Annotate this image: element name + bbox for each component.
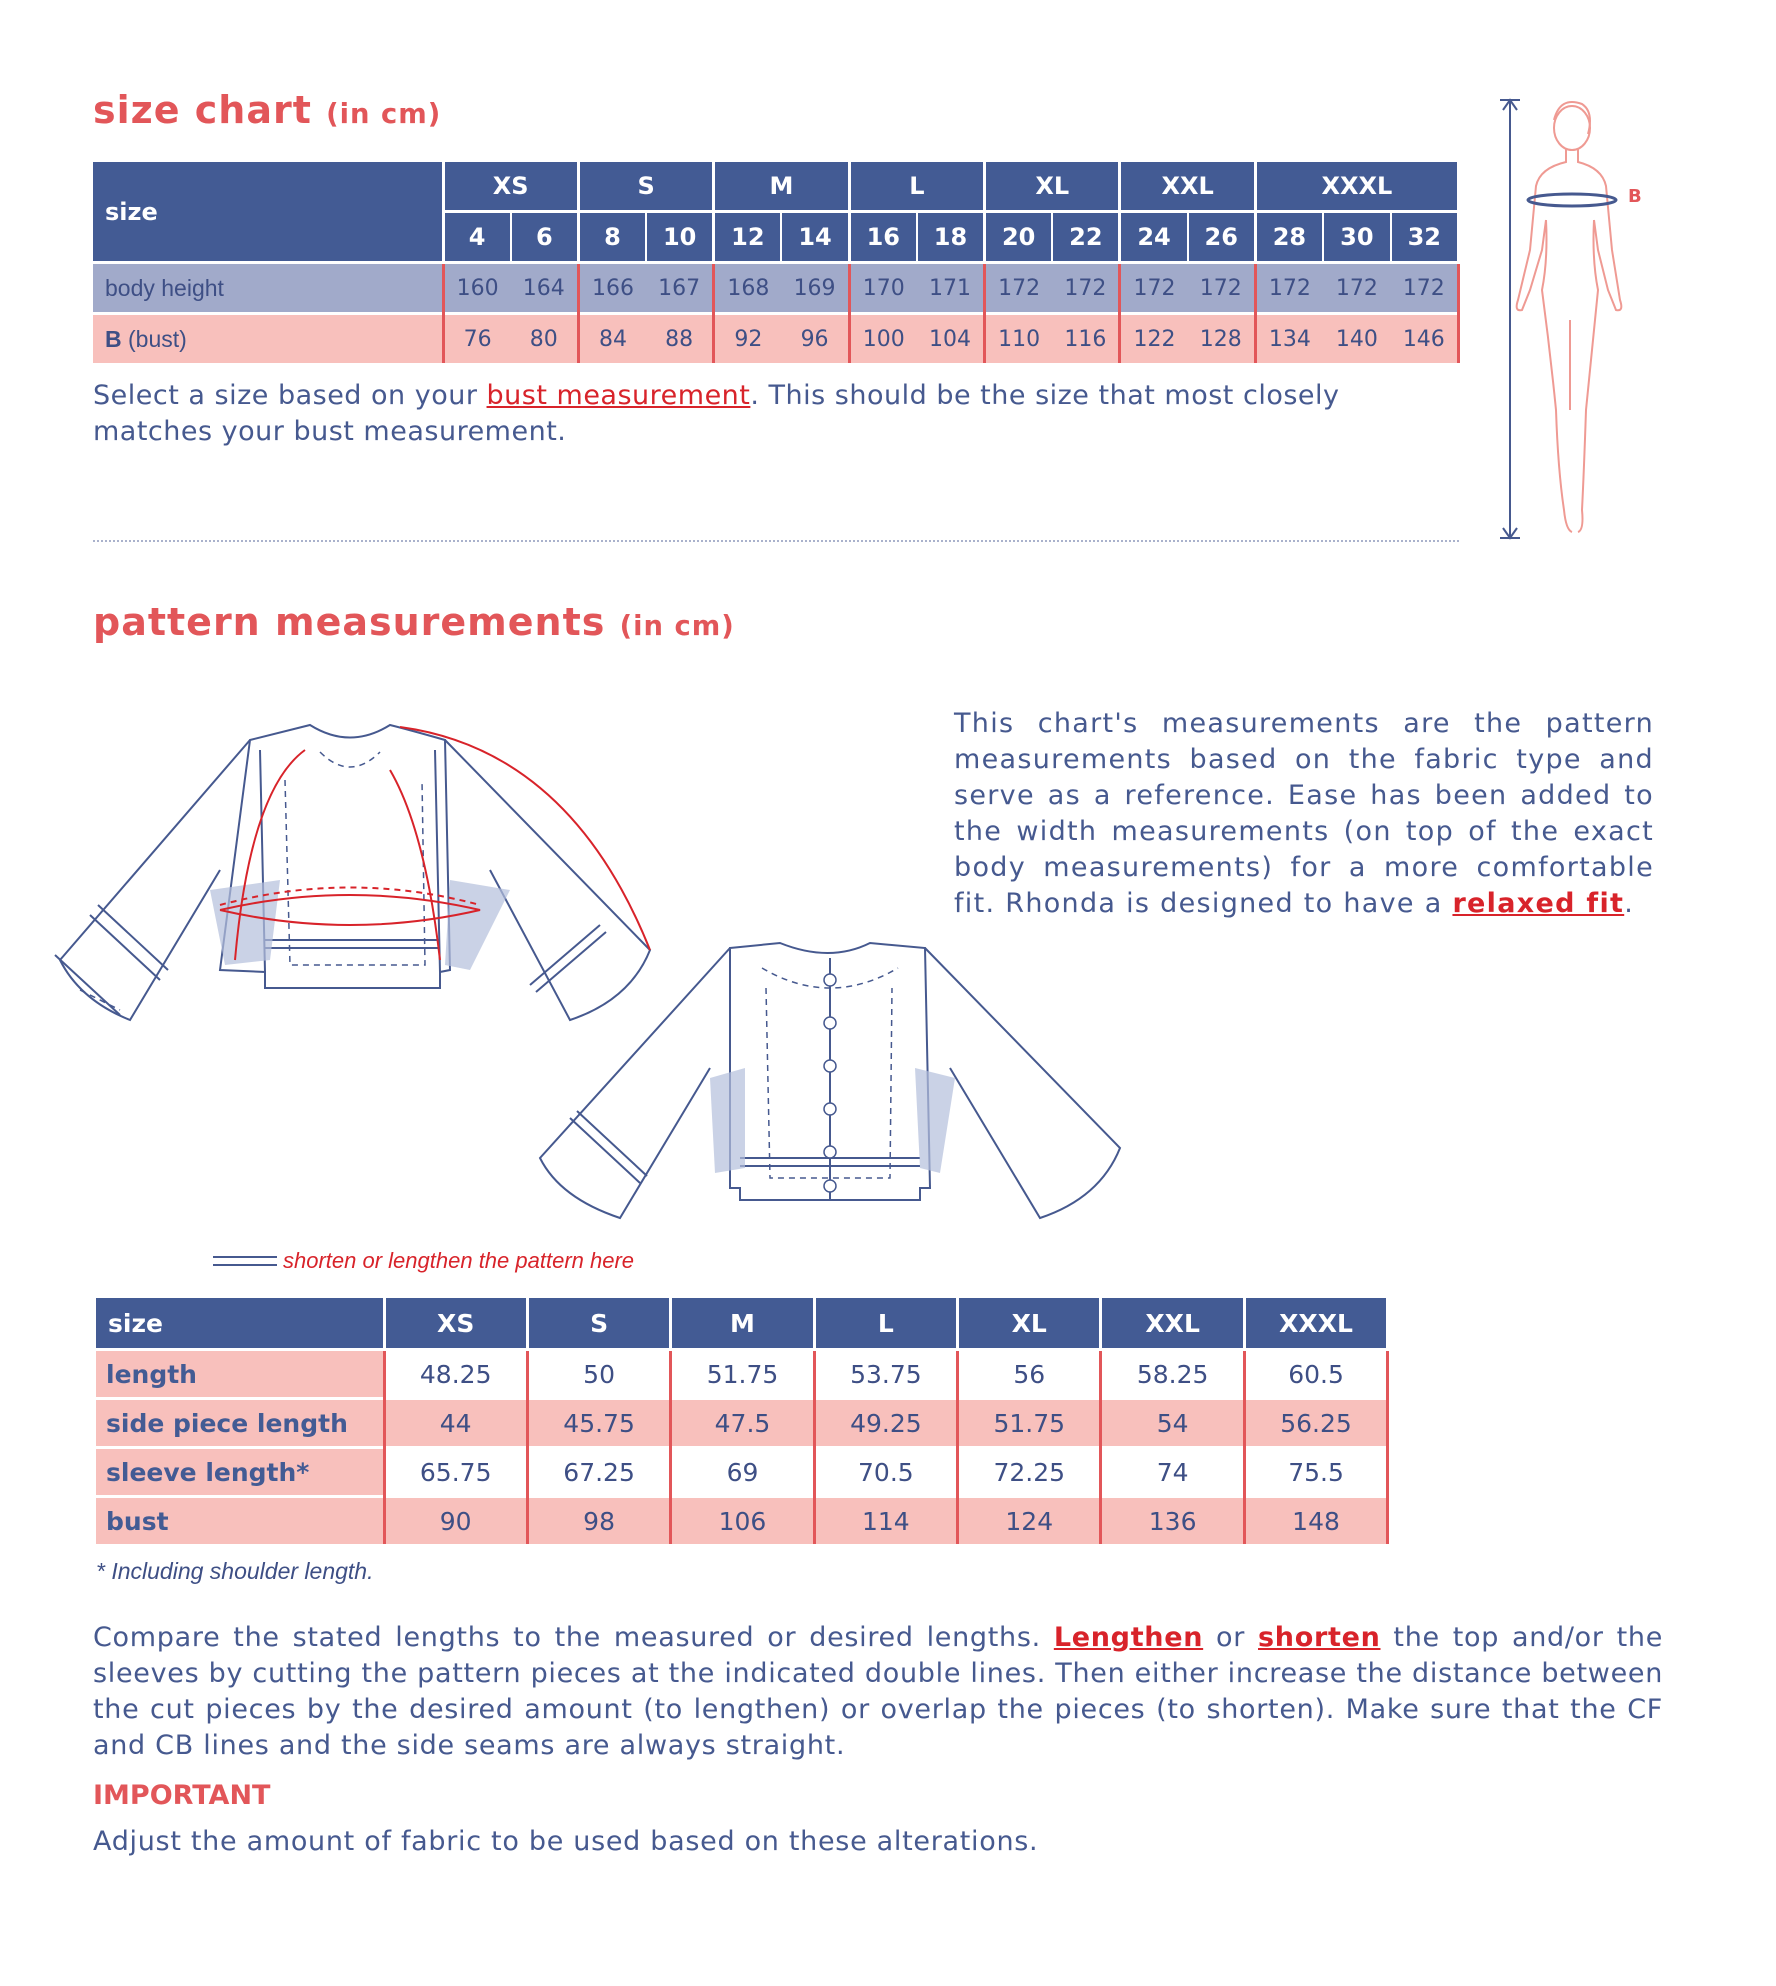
compare-text-2: or: [1203, 1622, 1258, 1653]
measurements-header-row: [96, 1298, 1388, 1350]
measurement-value: 72.25: [958, 1448, 1101, 1497]
size-number: 32: [1391, 212, 1459, 263]
size-number: 26: [1188, 212, 1256, 263]
bust-label-b: B: [105, 325, 122, 352]
measurement-value: 51.75: [671, 1350, 814, 1399]
pattern-description: [954, 706, 1654, 922]
bust-value: 134: [1255, 314, 1323, 364]
pattern-measurements-table: [96, 1298, 1389, 1544]
size-group-header-row: [93, 162, 1458, 212]
body-height-value: 167: [646, 263, 714, 314]
back-right-sleeve: [925, 948, 1120, 1218]
body-height-value: 170: [849, 263, 917, 314]
measurements-row: [96, 1448, 1388, 1497]
front-left-sleeve: [60, 740, 250, 1020]
measurement-value: 74: [1101, 1448, 1244, 1497]
measurements-size-xs: XS: [384, 1298, 527, 1350]
pattern-description-before: This chart's measurements are the pattern measurements based on the fabric type and serve as a reference. Ease has been added to the width measurements (on top of the exact body measurements) for a more comfortable fit. Rhonda is designed to have a: [954, 708, 1654, 919]
size-number: 6: [511, 212, 579, 263]
pattern-description-after: .: [1624, 888, 1635, 919]
bust-value: 96: [781, 314, 849, 364]
body-height-value: 172: [1391, 263, 1459, 314]
size-chart-table: [93, 162, 1460, 363]
body-height-value: 172: [1188, 263, 1256, 314]
measurement-value: 56: [958, 1350, 1101, 1399]
size-advice-text: [93, 378, 1463, 450]
measurement-value: 47.5: [671, 1399, 814, 1448]
bust-value: 146: [1391, 314, 1459, 364]
size-number: 12: [714, 212, 782, 263]
size-group-xs: XS: [443, 162, 578, 212]
size-number: 22: [1052, 212, 1120, 263]
bust-value: 76: [443, 314, 511, 364]
footnote: * Including shoulder length.: [96, 1558, 374, 1584]
size-group-s: S: [578, 162, 713, 212]
measurement-value: 90: [384, 1497, 527, 1545]
compare-instructions: [93, 1620, 1663, 1764]
relaxed-fit-link[interactable]: relaxed fit: [1452, 888, 1625, 919]
size-group-xxl: XXL: [1120, 162, 1255, 212]
measurement-value: 45.75: [527, 1399, 670, 1448]
measurement-value: 60.5: [1244, 1350, 1387, 1399]
measurement-value: 56.25: [1244, 1399, 1387, 1448]
body-height-value: 172: [1255, 263, 1323, 314]
size-advice-before: Select a size based on your: [93, 380, 487, 411]
measurement-label: length: [96, 1350, 384, 1399]
measurement-value: 44: [384, 1399, 527, 1448]
shorten-lengthen-legend: shorten or lengthen the pattern here: [283, 1248, 635, 1273]
size-group-xxxl: XXXL: [1255, 162, 1458, 212]
measurement-label: side piece length: [96, 1399, 384, 1448]
bust-label: [93, 314, 443, 364]
measurement-value: 65.75: [384, 1448, 527, 1497]
measurement-value: 53.75: [814, 1350, 957, 1399]
bust-value: 122: [1120, 314, 1188, 364]
measurement-value: 49.25: [814, 1399, 957, 1448]
woman-figure-icon: [1517, 102, 1622, 532]
measurements-row: [96, 1399, 1388, 1448]
measurement-value: 50: [527, 1350, 670, 1399]
body-height-value: 166: [578, 263, 646, 314]
body-height-value: 168: [714, 263, 782, 314]
measurement-value: 148: [1244, 1497, 1387, 1545]
body-height-value: 172: [985, 263, 1053, 314]
measurement-label: bust: [96, 1497, 384, 1545]
size-chart-title: [93, 88, 441, 132]
bust-value: 116: [1052, 314, 1120, 364]
measurements-row: [96, 1497, 1388, 1545]
bust-value: 140: [1323, 314, 1391, 364]
body-height-row: [93, 263, 1458, 314]
bust-value: 84: [578, 314, 646, 364]
size-number: 24: [1120, 212, 1188, 263]
important-heading: IMPORTANT: [93, 1780, 271, 1811]
measurement-value: 75.5: [1244, 1448, 1387, 1497]
size-number: 10: [646, 212, 714, 263]
shorten-link[interactable]: shorten: [1258, 1622, 1381, 1653]
size-number: 4: [443, 212, 511, 263]
size-chart-unit: (in cm): [326, 99, 442, 130]
size-number: 14: [781, 212, 849, 263]
measurement-value: 48.25: [384, 1350, 527, 1399]
measurement-value: 67.25: [527, 1448, 670, 1497]
measurements-row: [96, 1350, 1388, 1399]
bust-value: 92: [714, 314, 782, 364]
measurements-size-m: M: [671, 1298, 814, 1350]
measurement-value: 54: [1101, 1399, 1244, 1448]
bust-value: 100: [849, 314, 917, 364]
height-arrow: [1500, 100, 1520, 538]
size-number: 18: [917, 212, 985, 263]
back-garment-illustration: [530, 928, 1130, 1228]
body-height-value: 172: [1120, 263, 1188, 314]
compare-text-1: Compare the stated lengths to the measured or desired lengths.: [93, 1622, 1054, 1653]
pattern-title: [93, 600, 735, 644]
body-height-value: 160: [443, 263, 511, 314]
bust-figure-label: B: [1628, 186, 1642, 207]
bust-value: 80: [511, 314, 579, 364]
measurement-label: sleeve length*: [96, 1448, 384, 1497]
measurement-value: 98: [527, 1497, 670, 1545]
measurements-size-xxl: XXL: [1101, 1298, 1244, 1350]
bust-value: 104: [917, 314, 985, 364]
size-group-m: M: [714, 162, 849, 212]
size-corner-label: size: [93, 162, 443, 263]
important-text: Adjust the amount of fabric to be used based on these alterations.: [93, 1826, 1039, 1857]
body-height-value: 169: [781, 263, 849, 314]
measurement-value: 69: [671, 1448, 814, 1497]
body-height-value: 172: [1323, 263, 1391, 314]
body-height-value: 164: [511, 263, 579, 314]
measurement-value: 51.75: [958, 1399, 1101, 1448]
bust-value: 88: [646, 314, 714, 364]
measurements-size-xl: XL: [958, 1298, 1101, 1350]
bust-row: [93, 314, 1458, 364]
body-figure-illustration: [1490, 90, 1670, 550]
bust-measure-line: [1528, 194, 1616, 206]
size-group-l: L: [849, 162, 984, 212]
bust-value: 110: [985, 314, 1053, 364]
measurement-value: 136: [1101, 1497, 1244, 1545]
compare-text-3: the top and/or the sleeves by cutting the pattern pieces at the indicated double lines. Then either increase the distance between the cut pieces by the desired amount (to lengthen) or overlap the pieces (to shorten). Make sure that the CF and CB lines and the side seams are always straight.: [93, 1622, 1664, 1761]
measurements-corner-label: size: [96, 1298, 384, 1350]
size-advice-after: . This should be the size that most closely matches your bust measurement.: [93, 380, 1340, 447]
bust-value: 128: [1188, 314, 1256, 364]
body-height-value: 171: [917, 263, 985, 314]
measurements-size-s: S: [527, 1298, 670, 1350]
size-number: 8: [578, 212, 646, 263]
measurement-value: 70.5: [814, 1448, 957, 1497]
shorten-lengthen-legend-icon: [213, 1252, 277, 1270]
size-number: 30: [1323, 212, 1391, 263]
size-chart-title-text: size chart: [93, 88, 312, 132]
measurement-value: 106: [671, 1497, 814, 1545]
body-height-label: body height: [93, 263, 443, 314]
body-height-value: 172: [1052, 263, 1120, 314]
lengthen-link[interactable]: Lengthen: [1053, 1622, 1204, 1653]
measurement-value: 58.25: [1101, 1350, 1244, 1399]
pattern-unit: (in cm): [619, 611, 735, 642]
size-group-xl: XL: [985, 162, 1120, 212]
size-number: 20: [985, 212, 1053, 263]
bust-measurement-link[interactable]: bust measurement: [486, 380, 751, 411]
measurement-value: 114: [814, 1497, 957, 1545]
section-divider: [93, 540, 1459, 542]
pattern-title-text: pattern measurements: [93, 600, 606, 644]
measurements-size-xxxl: XXXL: [1244, 1298, 1387, 1350]
bust-label-rest: (bust): [121, 325, 187, 352]
size-number: 16: [849, 212, 917, 263]
size-number: 28: [1255, 212, 1323, 263]
measurement-value: 124: [958, 1497, 1101, 1545]
measurements-size-l: L: [814, 1298, 957, 1350]
